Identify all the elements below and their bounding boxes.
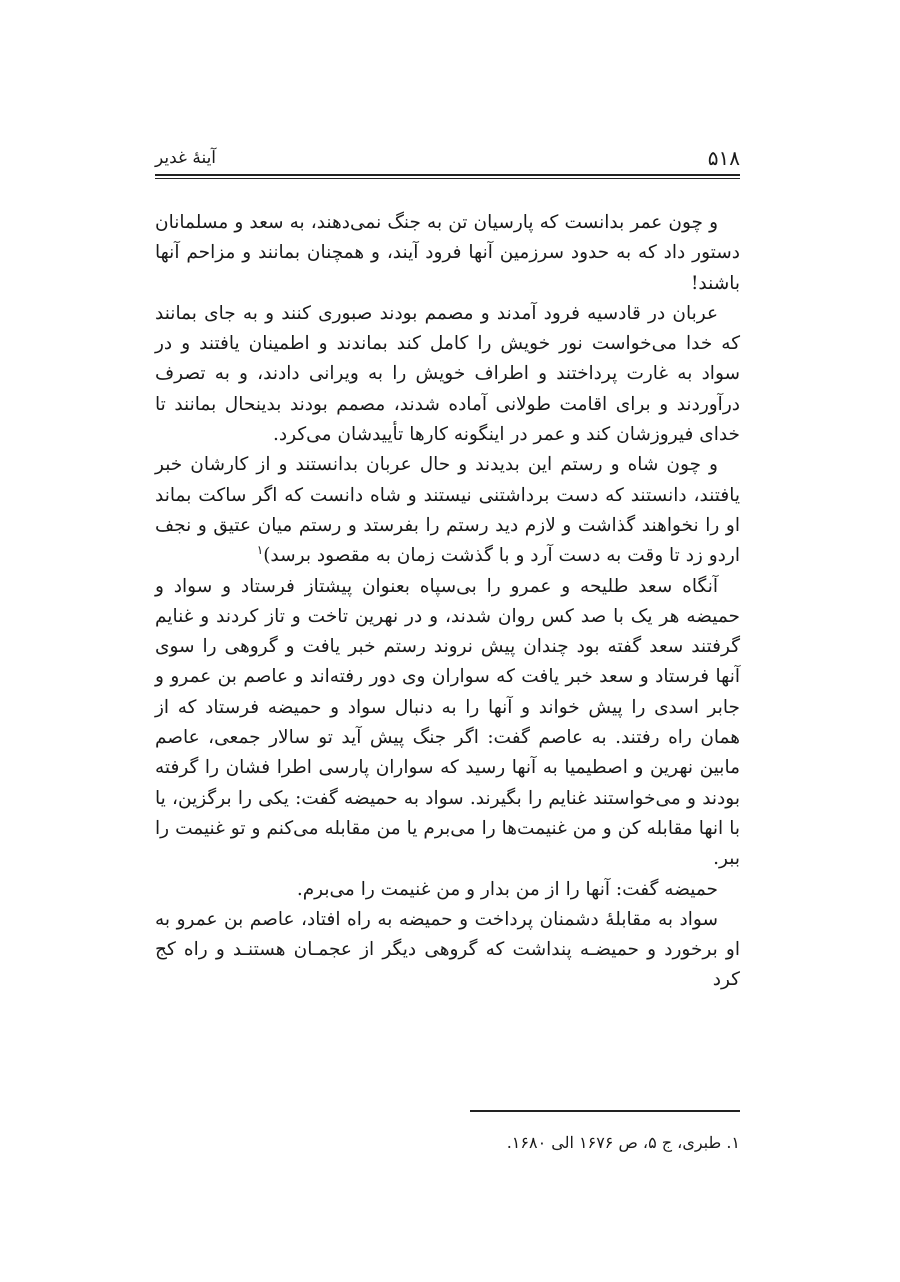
paragraph-4: آنگاه سعد طلیحه و عمرو را بی‌سپاه بعنوان پیشتاز فرستاد و سواد و حمیضه هر یک با صد کس روان شدند، و در نهرین تاخت و تاز کردند و غنایم گرفتند سعد گفته بود چندان پیش نروند رستم خبر یافت و گروهی را سوی آنها فرستاد و سعد خبر یافت که سواران وی دور رفته‌اند و عاصم بن عمرو و جابر اسدی را پیش خواند و آنها را به دنبال سواد و حمیضه فرستاد که از همان راه رفتند. به عاصم گفت: اگر جنگ پیش آید تو سالار جمعی، عاصم مابین نهرین و اصطیمیا به آنها رسید که سواران پارسی اطرا فشان را گرفته بودند و می‌خواستند غنایم را بگیرند. سواد به حمیضه گفت: یکی را برگزین، یا با انها مقابله کن و من غنیمت‌ها را می‌برم یا من مقابله می‌کنم و تو غنیمت را ببر. (155, 575, 740, 870)
page-number: ۵۱۸ (707, 146, 740, 170)
paragraph-3 (155, 450, 740, 571)
paragraph-5: حمیضه گفت: آنها را از من بدار و من غنیمت را می‌برم. (296, 878, 718, 900)
footnote-separator (470, 1110, 740, 1112)
main-text (155, 208, 740, 996)
footnote: ۱. طبری، ج ۵، ص ۱۶۷۶ الی ۱۶۸۰. (506, 1133, 740, 1152)
paragraph-6: سواد به مقابلهٔ دشمنان پرداخت و حمیضه به راه افتاد، عاصم بن عمرو به او برخورد و حمیضـه پنداشت که گروهی دیگر از عجمـان هستنـد و راه کج کرد (155, 908, 740, 991)
header-rule (155, 174, 740, 179)
paragraph-3-text: و چون شاه و رستم این بدیدند و حال عربان بدانستند و از کارشان خبر یافتند، دانستند که دست برداشتنی نیستند و شاه دانست که اگر ساکت بماند او را نخواهند گذاشت و لازم دید رستم را بفرستد و رستم میان عتیق و نجف اردو زد تا وقت به دست آرد و با گذشت زمان به مقصود برسد) (155, 454, 740, 567)
running-header (155, 140, 740, 176)
paragraph-2: عربان در قادسیه فرود آمدند و مصمم بودند صبوری کنند و به جای بمانند که خدا می‌خواست نور خویش را کامل کند بماندند و اطمینان یافتند و در سواد به غارت پرداختند و اطراف خویش را به ویرانی دادند، و به تصرف درآوردند و برای اقامت طولانی آماده شدند، مصمم بودند بدینحال بمانند تا خدای فیروزشان کند و عمر در اینگونه کارها تأییدشان می‌کرد. (155, 302, 740, 446)
footnote-marker: ۱ (256, 543, 264, 558)
paragraph-1: و چون عمر بدانست که پارسیان تن به جنگ نمی‌دهند، به سعد و مسلمانان دستور داد که به حدود سرزمین آنها فرود آیند، و همچنان بمانند و مزاحم آنها باشند! (155, 212, 740, 294)
running-header-title: آینهٔ غدیر (155, 148, 217, 168)
